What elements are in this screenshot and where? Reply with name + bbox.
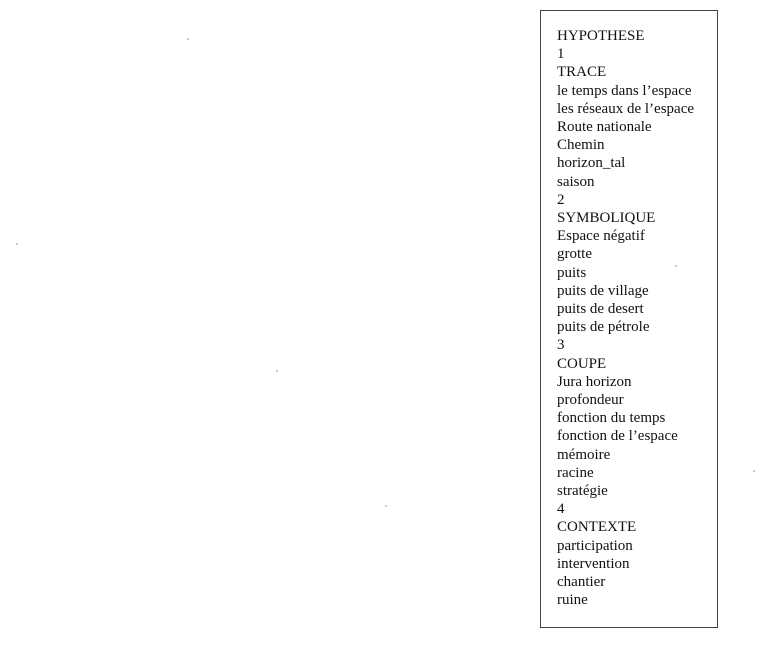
list-item: stratégie [557, 483, 608, 500]
list-item: puits de village [557, 282, 649, 299]
list-item: Espace négatif [557, 228, 645, 245]
list-item: fonction de l’espace [557, 428, 678, 445]
outline-list [541, 11, 717, 610]
list-item: ruine [557, 592, 588, 609]
scan-speck [187, 38, 189, 40]
scan-speck [16, 243, 18, 245]
list-item: fonction du temps [557, 410, 666, 427]
section-number: 2 [557, 191, 565, 208]
scan-speck [276, 370, 278, 372]
list-item: puits de pétrole [557, 319, 650, 336]
list-item: intervention [557, 555, 630, 572]
list-item: Route nationale [557, 119, 652, 136]
section-number: 3 [557, 337, 565, 354]
scan-speck [753, 470, 755, 472]
list-item: Chemin [557, 137, 605, 154]
outline-box [540, 10, 718, 628]
list-item: mémoire [557, 446, 611, 463]
list-item: chantier [557, 574, 606, 591]
section-number: 4 [557, 501, 565, 518]
list-item: Jura horizon [557, 373, 632, 390]
section-heading-symbolique: SYMBOLIQUE [557, 210, 656, 227]
list-item: puits de desert [557, 301, 644, 318]
list-item: racine [557, 464, 594, 481]
section-heading-contexte: CONTEXTE [557, 519, 637, 536]
list-item: les réseaux de l’espace [557, 100, 695, 117]
list-item: puits [557, 264, 587, 281]
section-heading-trace: TRACE [557, 64, 607, 81]
scan-speck [385, 505, 387, 507]
list-item: profondeur [557, 392, 624, 409]
list-item: horizon_tal [557, 155, 626, 172]
section-heading-coupe: COUPE [557, 355, 607, 372]
section-number: 1 [557, 46, 565, 63]
list-item: participation [557, 537, 633, 554]
list-item: saison [557, 173, 595, 190]
list-item: grotte [557, 246, 592, 263]
list-item: le temps dans l’espace [557, 82, 692, 99]
section-heading-hypothese: HYPOTHESE [557, 28, 645, 44]
